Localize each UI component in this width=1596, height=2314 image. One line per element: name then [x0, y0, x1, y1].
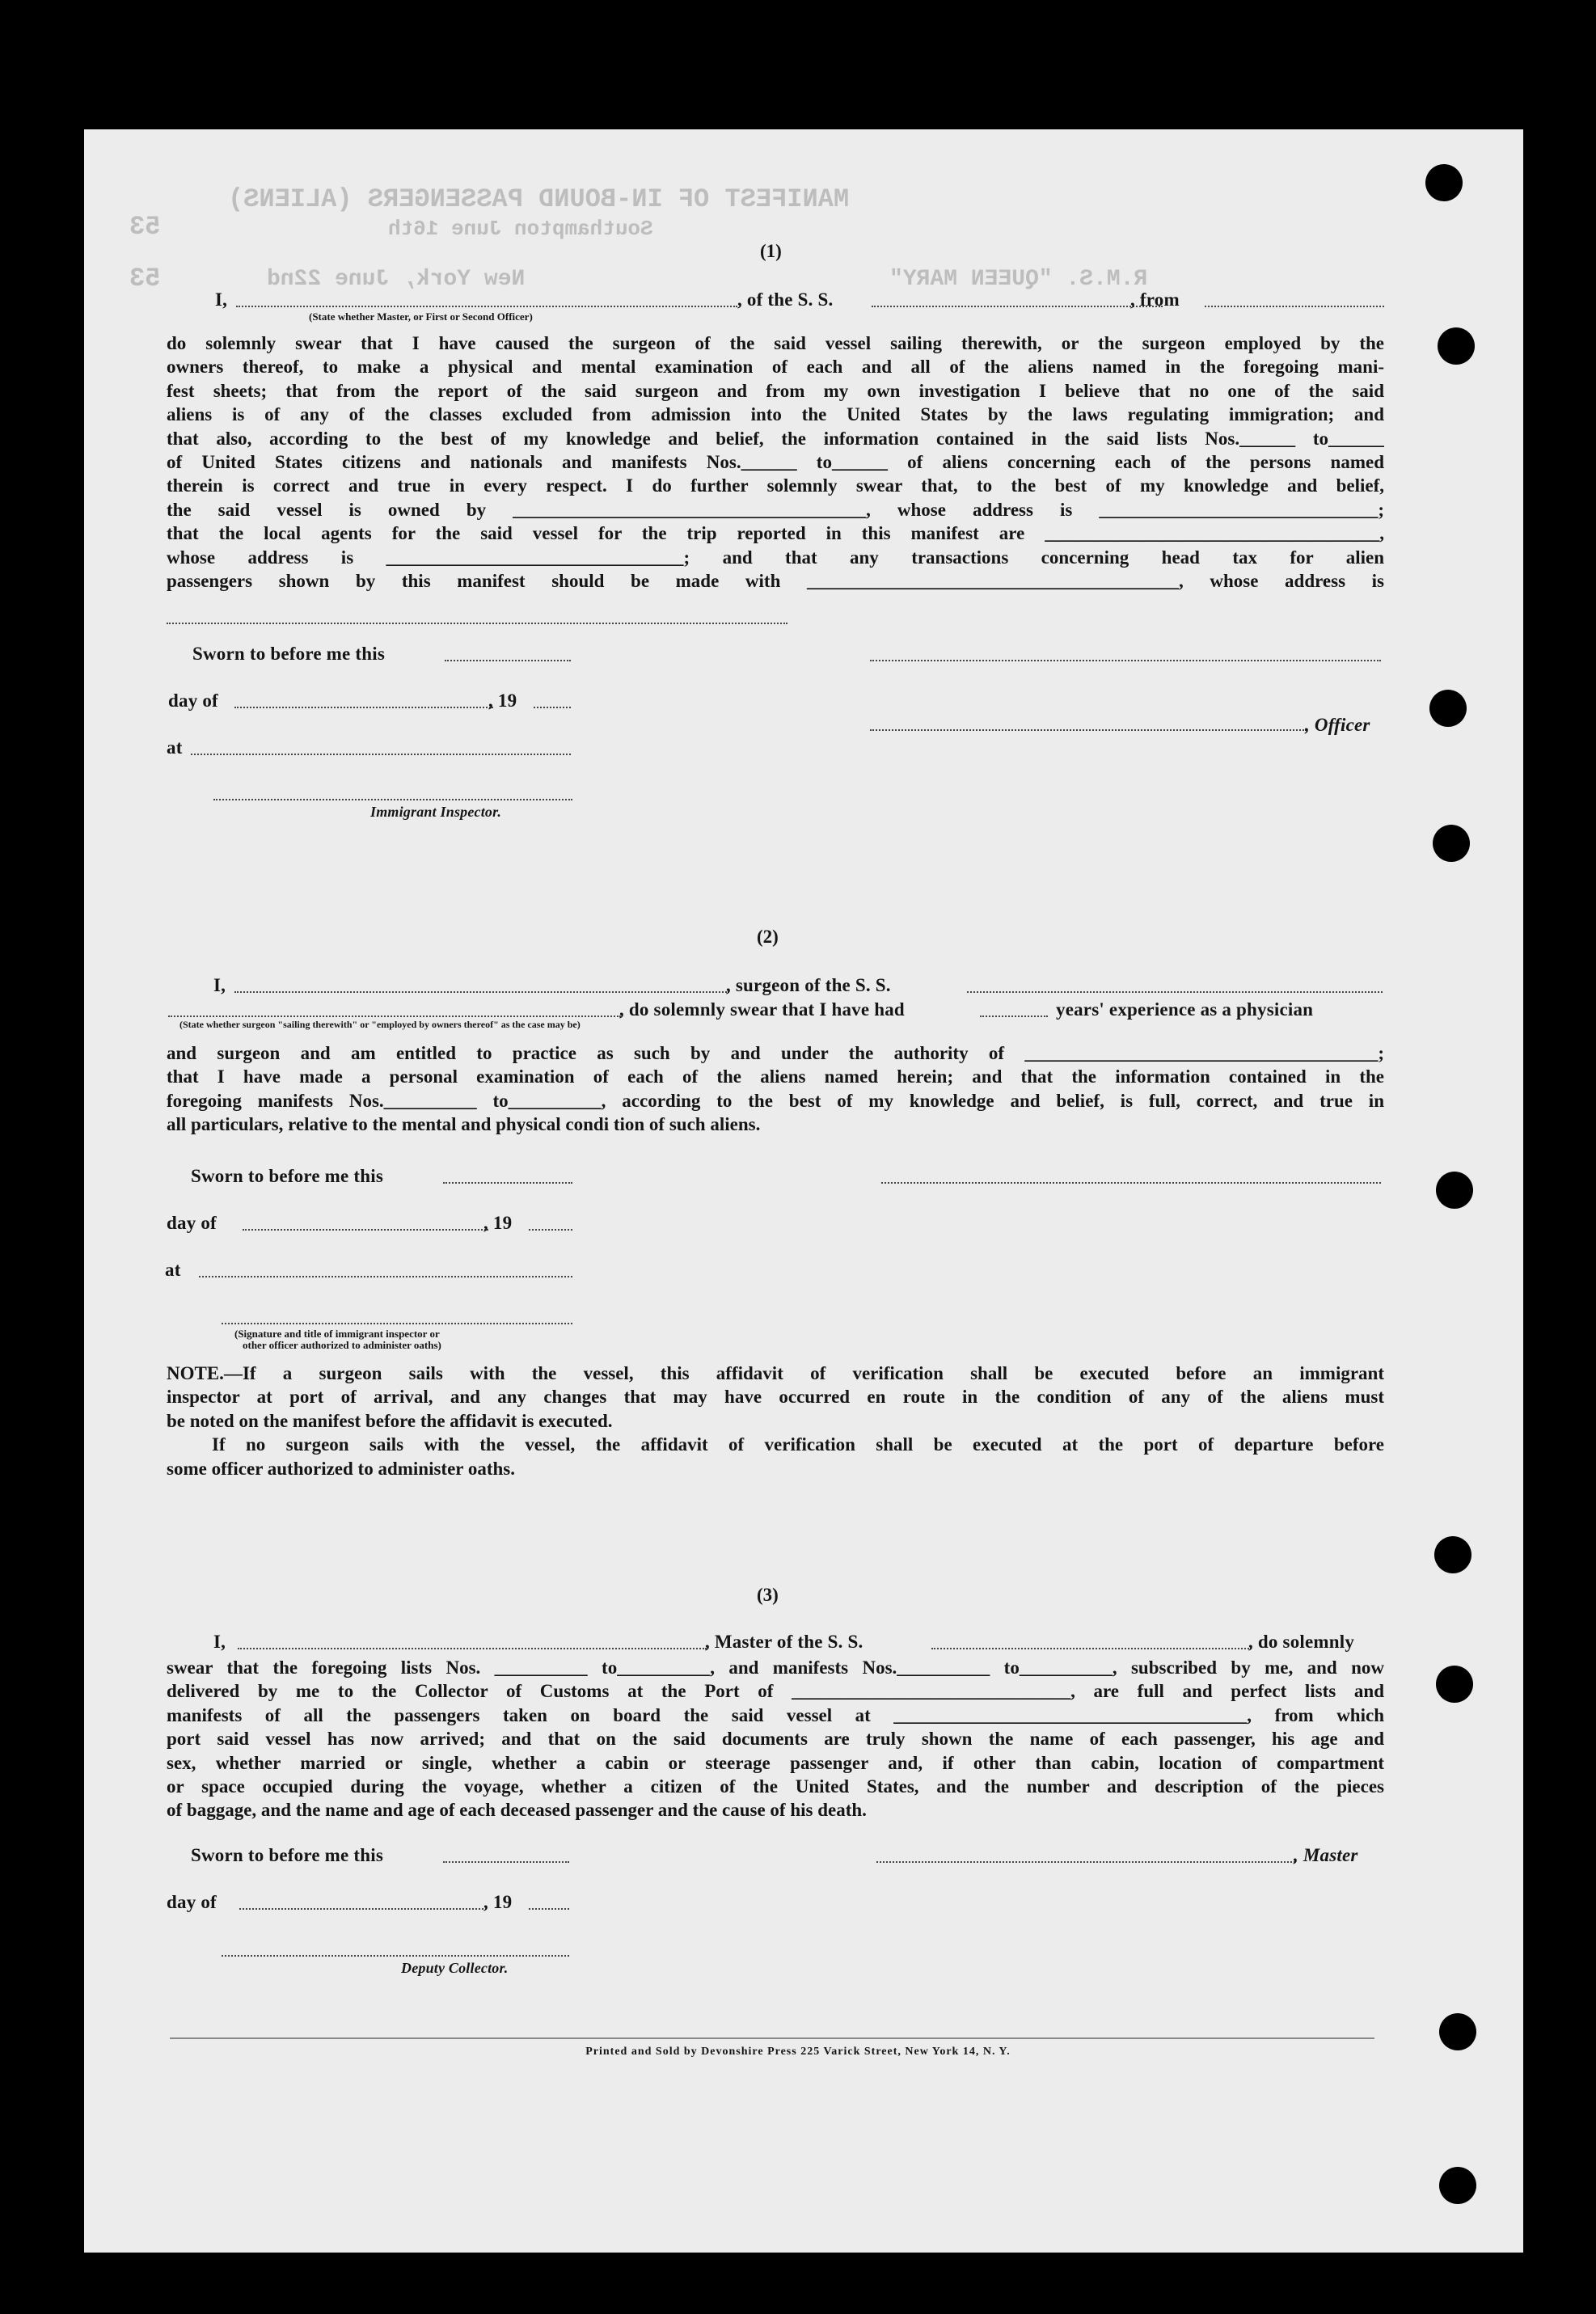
s1-at-blank: [191, 754, 571, 755]
note-block: [167, 1362, 1384, 1480]
s3-body-line: or space occupied during the voyage, whether a citizen of the United States, and the number and description of the pieces: [167, 1776, 1384, 1797]
s1-body-line: aliens is of any of the classes excluded from admission into the United States by the laws regulating immigration; and: [167, 404, 1384, 425]
s2-swear-label: , do solemnly swear that I have had: [619, 999, 905, 1020]
s3-day-blank: [239, 1908, 487, 1910]
printer-imprint: Printed and Sold by Devonshire Press 225 Varick Street, New York 14, N. Y.: [585, 2046, 1011, 2058]
s2-day-blank: [243, 1229, 488, 1231]
s1-day-label: day of: [168, 690, 218, 711]
punch-hole: [1434, 1536, 1471, 1573]
s3-body: [167, 1656, 1384, 1822]
note-line: be noted on the manifest before the affidavit is executed.: [167, 1410, 613, 1431]
s2-at-label: at: [165, 1260, 181, 1280]
s3-signature-blank: [876, 1861, 1295, 1863]
s1-i-label: I,: [215, 289, 228, 310]
s3-body-line: manifests of all the passengers taken on board the said vessel at ______________________________________, from which: [167, 1704, 1384, 1725]
s3-day-label: day of: [167, 1892, 217, 1912]
punch-hole: [1436, 1172, 1473, 1209]
s1-officer-signature-blank: [870, 729, 1307, 731]
s2-sworn-blank: [443, 1182, 572, 1184]
s2-surgeon-of-label: , surgeon of the S. S.: [726, 975, 891, 995]
s1-vessel-blank: [872, 306, 1163, 307]
punch-hole: [1438, 327, 1475, 365]
s2-years-label: years' experience as a physician: [1056, 999, 1314, 1020]
s3-master-label: , Master of the S. S.: [705, 1632, 863, 1652]
s1-sworn-blank: [445, 660, 571, 661]
s1-body-line: whose address is ________________________________; and that any transactions concerning head tax for alien: [167, 547, 1384, 568]
s3-solemnly-label: , do solemnly: [1248, 1632, 1355, 1652]
s1-inspector-blank: [213, 799, 572, 800]
s2-surgeon-note: (State whether surgeon "sailing therewith" or "employed by owners thereof" as the case may be): [179, 1019, 581, 1030]
bleed-through-vessel: R.M.S. "QUEEN MARY": [889, 267, 1148, 292]
s2-surgeon-blank: [234, 991, 729, 993]
s2-body-line: foregoing manifests Nos.__________ to__________, according to the best of my knowledge and belief, is full, correct, and true in: [167, 1090, 1384, 1111]
s1-body-line: passengers shown by this manifest should be made with ________________________________________, whose address is: [167, 570, 1384, 591]
s1-officer-blank: [236, 306, 737, 307]
s1-from-blank: [1205, 306, 1384, 307]
s2-day-label: day of: [167, 1213, 217, 1233]
s1-body-line: that also, according to the best of my knowledge and belief, the information contained in the said lists Nos.______ to______: [167, 428, 1384, 449]
s2-i-label: I,: [213, 975, 226, 995]
s2-year-label: , 19: [483, 1213, 513, 1233]
s1-at-label: at: [167, 737, 183, 758]
s1-year-blank: [534, 707, 571, 708]
section-3-number: (3): [757, 1585, 779, 1605]
s2-signature-blank: [881, 1182, 1381, 1184]
s1-signature-blank: [870, 660, 1381, 661]
s1-officer-label: , Officer: [1305, 715, 1370, 735]
s1-of-ss-label: , of the S. S.: [737, 289, 834, 310]
s3-body-line: of baggage, and the name and age of each deceased passenger and the cause of his death.: [167, 1800, 867, 1821]
s1-from-label: , from: [1130, 289, 1180, 310]
s1-officer-note: (State whether Master, or First or Second Officer): [309, 310, 533, 323]
s1-body-line: the said vessel is owned by ______________________________________, whose address is ______________________________;: [167, 499, 1384, 520]
s1-body: [167, 331, 1384, 593]
s2-signature-note: (Signature and title of immigrant inspector or: [234, 1328, 440, 1340]
bleed-through-port: Southampton June 16th: [388, 217, 653, 241]
s1-sworn-label: Sworn to before me this: [192, 644, 385, 664]
s2-inspector-blank: [222, 1323, 572, 1324]
s3-master-blank: [238, 1648, 707, 1649]
note-label: NOTE.: [167, 1363, 224, 1383]
s3-body-line: port said vessel has now arrived; and that on the said documents are truly shown the name of each passenger, his age and: [167, 1729, 1384, 1750]
note-line: inspector at port of arrival, and any changes that may have occurred en route in the condition of any of the aliens must: [167, 1387, 1384, 1408]
s2-year-blank: [529, 1229, 572, 1231]
s3-vessel-blank: [931, 1648, 1252, 1649]
section-2-number: (2): [757, 927, 779, 947]
note-line: If no surgeon sails with the vessel, the affidavit of verification shall be executed at the port of departure before: [212, 1434, 1384, 1455]
note-line: some officer authorized to administer oaths.: [167, 1458, 515, 1479]
footer-rule: [170, 2037, 1374, 2039]
s3-year-label: , 19: [483, 1892, 513, 1912]
s1-address-blank: [167, 623, 787, 624]
s3-year-blank: [529, 1908, 569, 1910]
punch-hole: [1429, 690, 1467, 727]
bleed-through-number: 53: [129, 264, 161, 293]
s3-sworn-blank: [443, 1861, 569, 1863]
s1-body-line: therein is correct and true in every respect. I do further solemnly swear that, to the best of my knowledge and belief,: [167, 475, 1384, 496]
s1-year-label: , 19: [488, 690, 517, 711]
s3-collector-label: Deputy Collector.: [401, 1960, 509, 1976]
s2-body-line: and surgeon and am entitled to practice as such by and under the authority of ______________________________________;: [167, 1043, 1384, 1063]
bleed-through-number: 53: [129, 212, 161, 242]
bleed-through-heading: MANIFEST OF IN-BOUND PASSENGERS (ALIENS): [228, 184, 850, 214]
s2-sworn-label: Sworn to before me this: [191, 1166, 383, 1186]
s2-body-line: all particulars, relative to the mental and physical condi tion of such aliens.: [167, 1114, 761, 1135]
s3-sworn-label: Sworn to before me this: [191, 1845, 383, 1865]
s1-day-blank: [234, 707, 493, 708]
s1-body-line: that the local agents for the said vessel for the trip reported in this manifest are ____________________________________,: [167, 523, 1384, 544]
punch-hole: [1433, 825, 1470, 862]
s1-body-line: of United States citizens and nationals and manifests Nos.______ to______ of aliens concerning each of the persons named: [167, 451, 1384, 472]
s2-years-blank: [980, 1016, 1048, 1017]
s1-body-line: fest sheets; that from the report of the said surgeon and from my own investigation I believe that no one of the said: [167, 380, 1384, 401]
s3-collector-blank: [222, 1955, 569, 1957]
s3-i-label: I,: [213, 1632, 226, 1652]
s3-body-line: swear that the foregoing lists Nos. __________ to__________, and manifests Nos.__________ to__________, subscribed by me, and now: [167, 1657, 1384, 1678]
s3-body-line: delivered by me to the Collector of Customs at the Port of ______________________________, are full and perfect lists and: [167, 1681, 1384, 1702]
s1-body-line: do solemnly swear that I have caused the surgeon of the said vessel sailing therewith, or the surgeon employed by the: [167, 333, 1384, 353]
s3-master-signature-label: , Master: [1294, 1845, 1358, 1865]
s2-signature-note: other officer authorized to administer oaths): [243, 1339, 441, 1351]
punch-hole: [1439, 2167, 1476, 2204]
s1-body-line: owners thereof, to make a physical and mental examination of each and all of the aliens named in the foregoing mani-: [167, 357, 1384, 378]
section-1-number: (1): [760, 241, 782, 261]
bleed-through-date: New York, June 22nd: [267, 267, 526, 292]
punch-hole: [1425, 164, 1463, 201]
punch-hole: [1436, 1666, 1473, 1703]
s2-vessel-blank: [967, 991, 1383, 993]
s2-body-line: that I have made a personal examination of each of the aliens named herein; and that the information contained in the: [167, 1066, 1384, 1087]
s2-status-blank: [168, 1016, 621, 1017]
s1-inspector-label: Immigrant Inspector.: [370, 804, 502, 820]
s3-body-line: sex, whether married or single, whether a cabin or steerage passenger and, if other than cabin, location of compartment: [167, 1752, 1384, 1773]
note-line: NOTE.—If a surgeon sails with the vessel, this affidavit of verification shall be executed before an immigrant: [167, 1363, 1384, 1383]
s2-at-blank: [199, 1276, 572, 1277]
s2-body: [167, 1041, 1384, 1137]
